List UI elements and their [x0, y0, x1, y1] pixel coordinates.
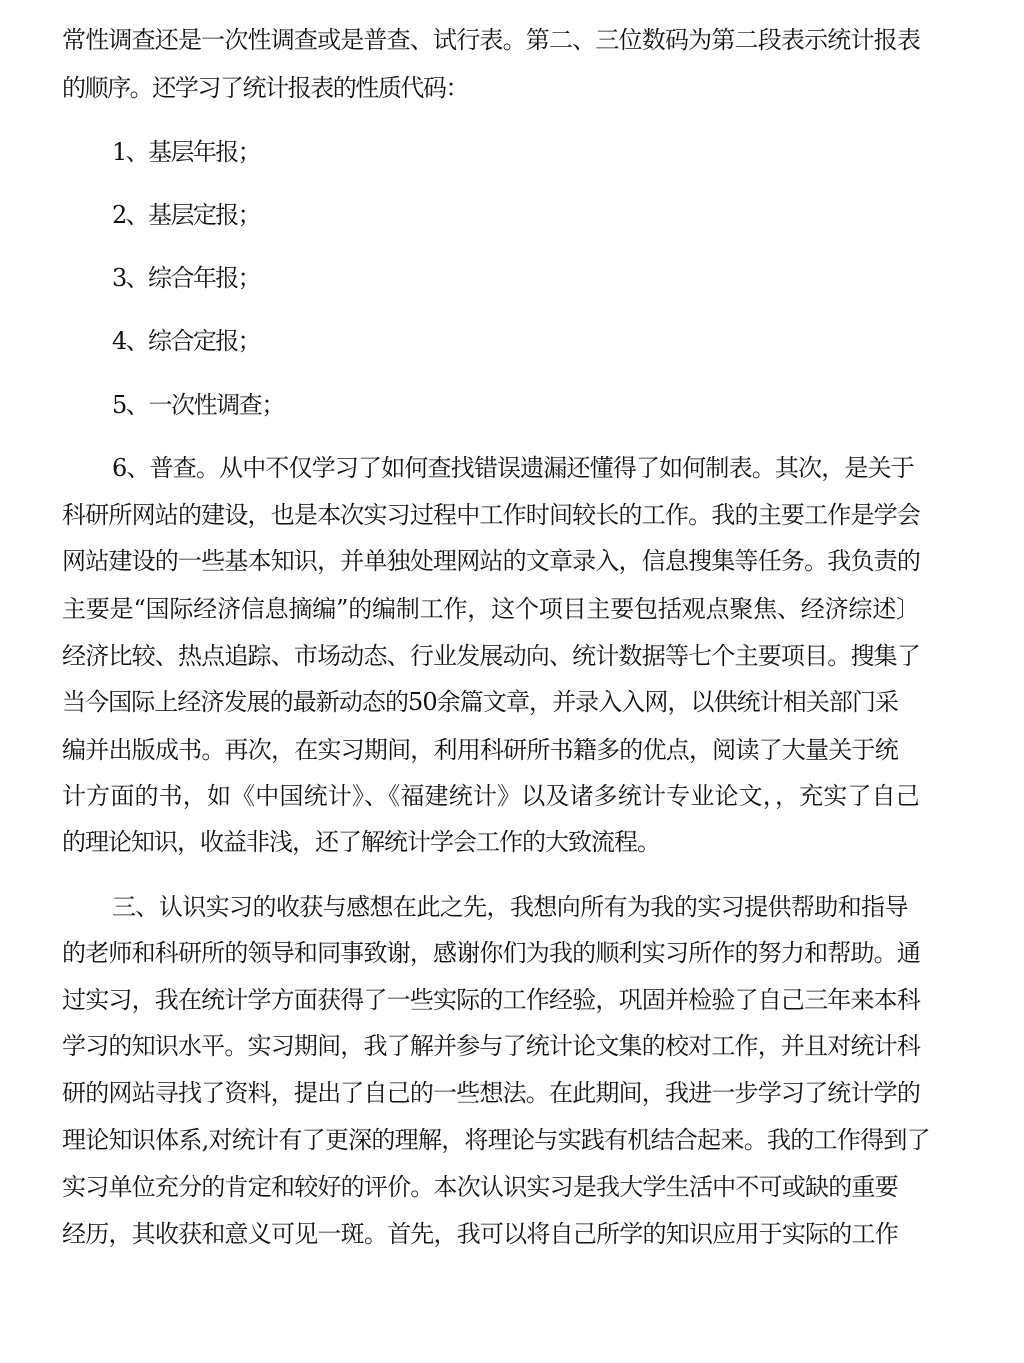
paragraph-line: 科研所网站的建设，也是本次实习过程中工作时间较长的工作。我的主要工作是学会: [62, 501, 921, 529]
text-line: 的顺序。还学习了统计报表的性质代码：: [62, 74, 469, 102]
list-item-2: 2、基层定报；: [112, 201, 260, 229]
paragraph-line: 研的网站寻找了资料，提出了自己的一些想法。在此期间，我进一步学习了统计学的: [62, 1079, 921, 1107]
paragraph-line: 计方面的书，如《中国统计》、《福建统计》以及诸多统计专业论文，，充实了自己: [62, 782, 920, 810]
text-line: 常性调查还是一次性调查或是普查、试行表。第二、三位数码为第二段表示统计报表: [62, 26, 921, 54]
paragraph-line: 当今国际上经济发展的最新动态的50余篇文章，并录入入网，以供统计相关部门采: [62, 688, 899, 716]
paragraph-line: 的老师和科研所的领导和同事致谢，感谢你们为我的顺利实习所作的努力和帮助。通: [62, 939, 921, 967]
list-item-1: 1、基层年报；: [112, 138, 260, 166]
list-item-3: 3、综合年报；: [112, 264, 260, 292]
paragraph-line: 6、普查。从中不仅学习了如何查找错误遗漏还懂得了如何制表。其次，是关于: [112, 454, 914, 482]
paragraph-line: 网站建设的一些基本知识，并单独处理网站的文章录入，信息搜集等任务。我负责的: [62, 547, 921, 575]
paragraph-line: 经济比较、热点追踪、市场动态、行业发展动向、统计数据等七个主要项目。搜集了: [62, 642, 921, 670]
paragraph-line: 理论知识体系,对统计有了更深的理解，将理论与实践有机结合起来。我的工作得到了: [62, 1126, 930, 1154]
paragraph-line: 学习的知识水平。实习期间，我了解并参与了统计论文集的校对工作，并且对统计科: [62, 1032, 921, 1060]
paragraph-line: 过实习，我在统计学方面获得了一些实际的工作经验，巩固并检验了自己三年来本科: [62, 986, 921, 1014]
list-item-4: 4、综合定报；: [112, 327, 260, 355]
paragraph-line: 三、认识实习的收获与感想在此之先，我想向所有为我的实习提供帮助和指导: [112, 893, 908, 921]
paragraph-line: 编并出版成书。再次，在实习期间，利用科研所书籍多的优点，阅读了大量关于统: [62, 736, 898, 764]
list-item-5: 5、一次性调查；: [112, 391, 284, 419]
paragraph-line: 实习单位充分的肯定和较好的评价。本次认识实习是我大学生活中不可或缺的重要: [62, 1173, 898, 1201]
paragraph-line: 主要是“国际经济信息摘编”的编制工作，这个项目主要包括观点聚焦、经济综述〕: [62, 595, 920, 623]
paragraph-line: 的理论知识，收益非浅，还了解统计学会工作的大致流程。: [62, 828, 660, 856]
paragraph-line: 经历，其收获和意义可见一斑。首先，我可以将自己所学的知识应用于实际的工作: [62, 1220, 898, 1248]
